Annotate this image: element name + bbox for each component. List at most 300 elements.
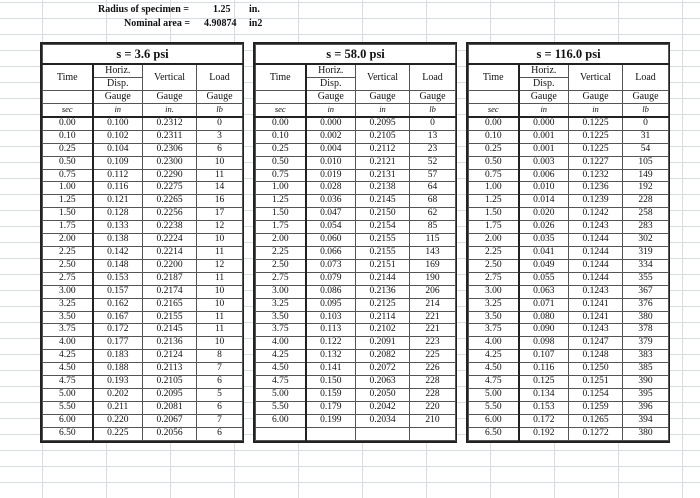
vertical-gauge-cell: 0.2105: [143, 376, 197, 389]
load-cell: 394: [623, 414, 669, 427]
horiz-disp-cell: 0.157: [93, 285, 143, 298]
vertical-gauge-cell: 0.2072: [356, 363, 410, 376]
table-row: [43, 298, 243, 311]
time-cell: 2.25: [469, 246, 519, 259]
time-cell: 1.25: [43, 195, 93, 208]
load-cell: 57: [410, 169, 456, 182]
time-cell: 6.00: [256, 414, 306, 427]
load-cell: 7: [197, 363, 243, 376]
table-row: [469, 272, 669, 285]
horiz-disp-cell: 0.141: [306, 363, 356, 376]
load-cell: 3: [197, 130, 243, 143]
header-row: [469, 64, 669, 78]
vertical-gauge-cell: 0.2102: [356, 324, 410, 337]
table-row: [43, 401, 243, 414]
horiz-disp-cell: 0.035: [519, 234, 569, 247]
time-cell: 4.00: [43, 337, 93, 350]
load-cell: 62: [410, 208, 456, 221]
vertical-header: Vertical: [143, 64, 197, 91]
table-row: [469, 414, 669, 427]
table-row: [469, 298, 669, 311]
horiz-disp-cell: 0.225: [93, 427, 143, 440]
load-cell: 143: [410, 246, 456, 259]
time-cell: 3.75: [43, 324, 93, 337]
time-cell: 5.50: [256, 401, 306, 414]
table-row: [43, 259, 243, 272]
vertical-gauge-cell: 0.2112: [356, 143, 410, 156]
vertical-gauge-cell: 0.2121: [356, 156, 410, 169]
load-cell: 302: [623, 234, 669, 247]
load-cell: 395: [623, 388, 669, 401]
load-cell: 11: [197, 324, 243, 337]
time-cell: 1.75: [256, 221, 306, 234]
area-label: Nominal area =: [124, 18, 191, 29]
horiz-disp-cell: 0.150: [306, 376, 356, 389]
table-title: s = 116.0 psi: [469, 45, 669, 65]
horiz-disp-cell: 0.026: [519, 221, 569, 234]
time-header: Time: [469, 64, 519, 91]
table-row: [43, 324, 243, 337]
vertical-gauge-cell: 0.1242: [569, 208, 623, 221]
table-row: [469, 246, 669, 259]
load-cell: 14: [197, 182, 243, 195]
horiz-disp-cell: 0.066: [306, 246, 356, 259]
load-cell: 115: [410, 234, 456, 247]
time-gauge-blank: [43, 91, 93, 104]
vertical-gauge-cell: 0.1227: [569, 156, 623, 169]
load-cell: 334: [623, 259, 669, 272]
horiz-disp-cell: 0.220: [93, 414, 143, 427]
table-row: [469, 182, 669, 195]
radius-label: Radius of specimen =: [98, 4, 189, 15]
table-row: [469, 388, 669, 401]
vertical-gauge-cell: 0.2067: [143, 414, 197, 427]
data-table: [42, 44, 243, 441]
table-row: [469, 156, 669, 169]
time-cell: 4.50: [43, 363, 93, 376]
horiz-disp-cell: 0.162: [93, 298, 143, 311]
table-row: [43, 117, 243, 130]
vertical-gauge-cell: 0.1232: [569, 169, 623, 182]
load-cell: 214: [410, 298, 456, 311]
table-row: [469, 285, 669, 298]
vertical-gauge-cell: 0.1225: [569, 117, 623, 130]
vertical-gauge-cell: 0.2124: [143, 350, 197, 363]
table-row: [469, 169, 669, 182]
load-cell: 5: [197, 388, 243, 401]
horiz-disp-cell: 0.192: [519, 427, 569, 440]
table-row: [43, 156, 243, 169]
horiz-header-disp: Disp.: [306, 78, 356, 91]
load-cell: 228: [623, 195, 669, 208]
time-cell: 2.00: [469, 234, 519, 247]
time-cell: 6.00: [469, 414, 519, 427]
time-cell: 2.50: [256, 259, 306, 272]
time-cell: 4.75: [43, 376, 93, 389]
load-cell: 210: [410, 414, 456, 427]
time-cell: 1.50: [469, 208, 519, 221]
horiz-disp-cell: 0.125: [519, 376, 569, 389]
time-cell: 1.50: [43, 208, 93, 221]
vertical-gauge-cell: 0.2136: [143, 337, 197, 350]
horiz-disp-cell: 0.202: [93, 388, 143, 401]
horiz-disp-cell: 0.019: [306, 169, 356, 182]
horiz-disp-cell: 0.086: [306, 285, 356, 298]
time-cell: 5.50: [43, 401, 93, 414]
load-cell: 7: [197, 414, 243, 427]
load-cell: 225: [410, 350, 456, 363]
time-cell: 0.00: [43, 117, 93, 130]
horiz-disp-cell: 0.167: [93, 311, 143, 324]
table-row: [256, 285, 456, 298]
load-cell: 378: [623, 324, 669, 337]
table-row: [469, 208, 669, 221]
horiz-disp-cell: 0.133: [93, 221, 143, 234]
table-row: [469, 221, 669, 234]
vertical-gauge-cell: 0.2145: [143, 324, 197, 337]
gauge-row: [469, 91, 669, 104]
vertical-gauge-cell: 0.2105: [356, 130, 410, 143]
horiz-unit: in: [519, 104, 569, 117]
table-row: [256, 246, 456, 259]
time-cell: 2.25: [43, 246, 93, 259]
table-row: [43, 337, 243, 350]
table-row: [256, 234, 456, 247]
load-cell: 23: [410, 143, 456, 156]
vertical-gauge-cell: 0.1272: [569, 427, 623, 440]
load-cell: 355: [623, 272, 669, 285]
vertical-gauge-cell: 0.1265: [569, 414, 623, 427]
horiz-disp-cell: 0.102: [93, 130, 143, 143]
vertical-gauge-cell: 0.1244: [569, 272, 623, 285]
time-cell: 3.25: [256, 298, 306, 311]
header-row: [43, 64, 243, 78]
vertical-gauge-cell: 0.2150: [356, 208, 410, 221]
horiz-header-disp: Disp.: [93, 78, 143, 91]
load-gauge-label: Gauge: [410, 91, 456, 104]
load-cell: 283: [623, 221, 669, 234]
load-cell: 31: [623, 130, 669, 143]
time-cell: 0.10: [469, 130, 519, 143]
vertical-gauge-cell: 0.2311: [143, 130, 197, 143]
vertical-gauge-cell: 0.2136: [356, 285, 410, 298]
load-cell: [410, 427, 456, 440]
load-cell: 192: [623, 182, 669, 195]
load-cell: 85: [410, 221, 456, 234]
time-cell: 4.25: [256, 350, 306, 363]
horiz-disp-cell: 0.183: [93, 350, 143, 363]
vertical-gauge-cell: 0.2125: [356, 298, 410, 311]
time-cell: 0.50: [469, 156, 519, 169]
vertical-gauge-cell: 0.1225: [569, 130, 623, 143]
table-row: [256, 182, 456, 195]
load-cell: 258: [623, 208, 669, 221]
table-row: [469, 324, 669, 337]
vertical-gauge-cell: 0.1244: [569, 259, 623, 272]
table-row: [43, 246, 243, 259]
time-unit: sec: [43, 104, 93, 117]
horiz-disp-cell: 0.063: [519, 285, 569, 298]
load-unit: lb: [623, 104, 669, 117]
horiz-header: Horiz.: [519, 64, 569, 78]
time-header: Time: [256, 64, 306, 91]
load-cell: 221: [410, 324, 456, 337]
vertical-gauge-cell: 0.2290: [143, 169, 197, 182]
horiz-disp-cell: 0.003: [519, 156, 569, 169]
table-row: [256, 388, 456, 401]
time-cell: 1.00: [256, 182, 306, 195]
vertical-gauge-cell: 0.1254: [569, 388, 623, 401]
time-cell: 4.75: [469, 376, 519, 389]
horiz-disp-cell: 0.000: [306, 117, 356, 130]
load-cell: 220: [410, 401, 456, 414]
table-row: [469, 350, 669, 363]
table-row: [256, 298, 456, 311]
data-table: [255, 44, 456, 441]
table-row: [256, 311, 456, 324]
table-s-116-0-psi: [466, 42, 670, 443]
horiz-disp-cell: 0.112: [93, 169, 143, 182]
vertical-gauge-cell: 0.2174: [143, 285, 197, 298]
load-cell: 190: [410, 272, 456, 285]
horiz-disp-cell: 0.036: [306, 195, 356, 208]
horiz-disp-cell: 0.179: [306, 401, 356, 414]
horiz-disp-cell: 0.090: [519, 324, 569, 337]
load-cell: 68: [410, 195, 456, 208]
time-cell: 6.00: [43, 414, 93, 427]
time-cell: 2.00: [256, 234, 306, 247]
table-row: [43, 195, 243, 208]
load-cell: 169: [410, 259, 456, 272]
units-row: [469, 104, 669, 117]
horiz-disp-cell: 0.020: [519, 208, 569, 221]
vertical-gauge-cell: 0.1247: [569, 337, 623, 350]
load-cell: 0: [410, 117, 456, 130]
vertical-gauge-cell: 0.2082: [356, 350, 410, 363]
vertical-gauge-cell: 0.2144: [356, 272, 410, 285]
table-row: [469, 130, 669, 143]
vertical-gauge-cell: 0.2265: [143, 195, 197, 208]
horiz-disp-cell: 0.079: [306, 272, 356, 285]
table-row: [256, 350, 456, 363]
vertical-gauge-cell: 0.2145: [356, 195, 410, 208]
vertical-gauge-cell: 0.1251: [569, 376, 623, 389]
time-gauge-blank: [469, 91, 519, 104]
time-cell: 1.25: [256, 195, 306, 208]
horiz-disp-cell: 0.116: [93, 182, 143, 195]
load-cell: 0: [197, 117, 243, 130]
vertical-gauge-cell: 0.2095: [356, 117, 410, 130]
horiz-disp-cell: 0.172: [93, 324, 143, 337]
vertical-gauge-cell: 0.2155: [356, 246, 410, 259]
table-title-row: [256, 45, 456, 65]
table-row: [256, 401, 456, 414]
table-row: [256, 169, 456, 182]
vertical-gauge-cell: 0.2256: [143, 208, 197, 221]
vertical-gauge-cell: 0.2034: [356, 414, 410, 427]
table-row: [43, 311, 243, 324]
horiz-disp-cell: 0.116: [519, 363, 569, 376]
table-row: [469, 337, 669, 350]
horiz-disp-cell: 0.000: [519, 117, 569, 130]
load-cell: 319: [623, 246, 669, 259]
horiz-gauge-label: Gauge: [93, 91, 143, 104]
table-row: [43, 130, 243, 143]
vertical-gauge-cell: 0.2214: [143, 246, 197, 259]
vertical-gauge-cell: 0.1241: [569, 311, 623, 324]
table-row: [469, 195, 669, 208]
horiz-header-disp: Disp.: [519, 78, 569, 91]
time-cell: 0.10: [43, 130, 93, 143]
horiz-disp-cell: 0.128: [93, 208, 143, 221]
table-row: [469, 376, 669, 389]
vertical-gauge-cell: 0.2042: [356, 401, 410, 414]
horiz-disp-cell: 0.095: [306, 298, 356, 311]
load-cell: 6: [197, 143, 243, 156]
time-cell: 1.00: [43, 182, 93, 195]
load-gauge-label: Gauge: [197, 91, 243, 104]
horiz-disp-cell: 0.028: [306, 182, 356, 195]
time-cell: [256, 427, 306, 440]
table-row: [43, 350, 243, 363]
time-cell: 1.75: [469, 221, 519, 234]
load-header: Load: [197, 64, 243, 91]
time-cell: 4.00: [469, 337, 519, 350]
load-cell: 10: [197, 337, 243, 350]
load-cell: 380: [623, 311, 669, 324]
vertical-gauge-cell: 0.2056: [143, 427, 197, 440]
vertical-gauge-cell: 0.2131: [356, 169, 410, 182]
time-gauge-blank: [256, 91, 306, 104]
table-row: [43, 376, 243, 389]
load-cell: 10: [197, 234, 243, 247]
load-cell: 367: [623, 285, 669, 298]
load-cell: 52: [410, 156, 456, 169]
horiz-disp-cell: 0.010: [519, 182, 569, 195]
horiz-disp-cell: 0.055: [519, 272, 569, 285]
horiz-header: Horiz.: [306, 64, 356, 78]
load-cell: 6: [197, 401, 243, 414]
time-cell: 2.50: [43, 259, 93, 272]
horiz-disp-cell: 0.041: [519, 246, 569, 259]
vertical-gauge-cell: 0.1250: [569, 363, 623, 376]
load-cell: 12: [197, 221, 243, 234]
table-row: [43, 285, 243, 298]
vertical-gauge-cell: 0.1241: [569, 298, 623, 311]
load-cell: 206: [410, 285, 456, 298]
table-title: s = 58.0 psi: [256, 45, 456, 65]
vertical-gauge-cell: 0.2095: [143, 388, 197, 401]
time-cell: 4.25: [469, 350, 519, 363]
time-cell: 6.50: [469, 427, 519, 440]
time-cell: 3.00: [469, 285, 519, 298]
time-cell: 3.50: [43, 311, 93, 324]
vertical-header: Vertical: [569, 64, 623, 91]
time-cell: 3.75: [256, 324, 306, 337]
load-cell: 16: [197, 195, 243, 208]
table-row: [256, 130, 456, 143]
horiz-disp-cell: 0.134: [519, 388, 569, 401]
horiz-disp-cell: 0.006: [519, 169, 569, 182]
time-cell: 0.00: [256, 117, 306, 130]
load-cell: 221: [410, 311, 456, 324]
table-title-row: [43, 45, 243, 65]
gauge-row: [43, 91, 243, 104]
horiz-disp-cell: 0.132: [306, 350, 356, 363]
time-cell: 0.25: [469, 143, 519, 156]
vertical-gauge-cell: 0.2114: [356, 311, 410, 324]
load-cell: 11: [197, 272, 243, 285]
vertical-gauge-cell: 0.1225: [569, 143, 623, 156]
time-cell: 4.25: [43, 350, 93, 363]
load-cell: 376: [623, 298, 669, 311]
vertical-gauge-cell: 0.2187: [143, 272, 197, 285]
vertical-gauge-cell: 0.2155: [143, 311, 197, 324]
table-row: [256, 272, 456, 285]
horiz-disp-cell: 0.109: [93, 156, 143, 169]
table-row: [256, 363, 456, 376]
vertical-gauge-cell: 0.2138: [356, 182, 410, 195]
table-row: [256, 324, 456, 337]
horiz-gauge-label: Gauge: [306, 91, 356, 104]
table-row: [43, 234, 243, 247]
load-cell: 11: [197, 169, 243, 182]
units-row: [43, 104, 243, 117]
load-cell: 64: [410, 182, 456, 195]
vertical-gauge-cell: 0.2151: [356, 259, 410, 272]
horiz-disp-cell: 0.073: [306, 259, 356, 272]
time-cell: 2.75: [43, 272, 93, 285]
time-cell: 5.00: [256, 388, 306, 401]
time-cell: 2.25: [256, 246, 306, 259]
load-cell: 390: [623, 376, 669, 389]
horiz-disp-cell: 0.122: [306, 337, 356, 350]
load-unit: lb: [197, 104, 243, 117]
time-cell: 0.50: [256, 156, 306, 169]
time-cell: 1.50: [256, 208, 306, 221]
table-row: [43, 221, 243, 234]
table-s-3-6-psi: [40, 42, 244, 443]
time-cell: 0.75: [469, 169, 519, 182]
table-row: [256, 156, 456, 169]
horiz-disp-cell: 0.138: [93, 234, 143, 247]
time-unit: sec: [469, 104, 519, 117]
time-cell: 1.75: [43, 221, 93, 234]
radius-value: 1.25: [213, 4, 231, 15]
time-cell: 4.50: [469, 363, 519, 376]
time-cell: 5.00: [43, 388, 93, 401]
vertical-gauge-cell: 0.1236: [569, 182, 623, 195]
load-cell: 54: [623, 143, 669, 156]
horiz-disp-cell: 0.002: [306, 130, 356, 143]
horiz-disp-cell: 0.071: [519, 298, 569, 311]
horiz-disp-cell: 0.010: [306, 156, 356, 169]
horiz-disp-cell: 0.014: [519, 195, 569, 208]
vertical-gauge-cell: 0.2154: [356, 221, 410, 234]
area-unit: in2: [249, 18, 263, 29]
table-row: [256, 337, 456, 350]
vertical-gauge-cell: 0.2165: [143, 298, 197, 311]
time-header: Time: [43, 64, 93, 91]
table-row: [256, 143, 456, 156]
load-cell: 0: [623, 117, 669, 130]
load-cell: 226: [410, 363, 456, 376]
table-row: [469, 143, 669, 156]
table-row: [469, 117, 669, 130]
vertical-gauge-cell: 0.1239: [569, 195, 623, 208]
time-cell: 2.75: [256, 272, 306, 285]
vertical-gauge-cell: 0.2091: [356, 337, 410, 350]
